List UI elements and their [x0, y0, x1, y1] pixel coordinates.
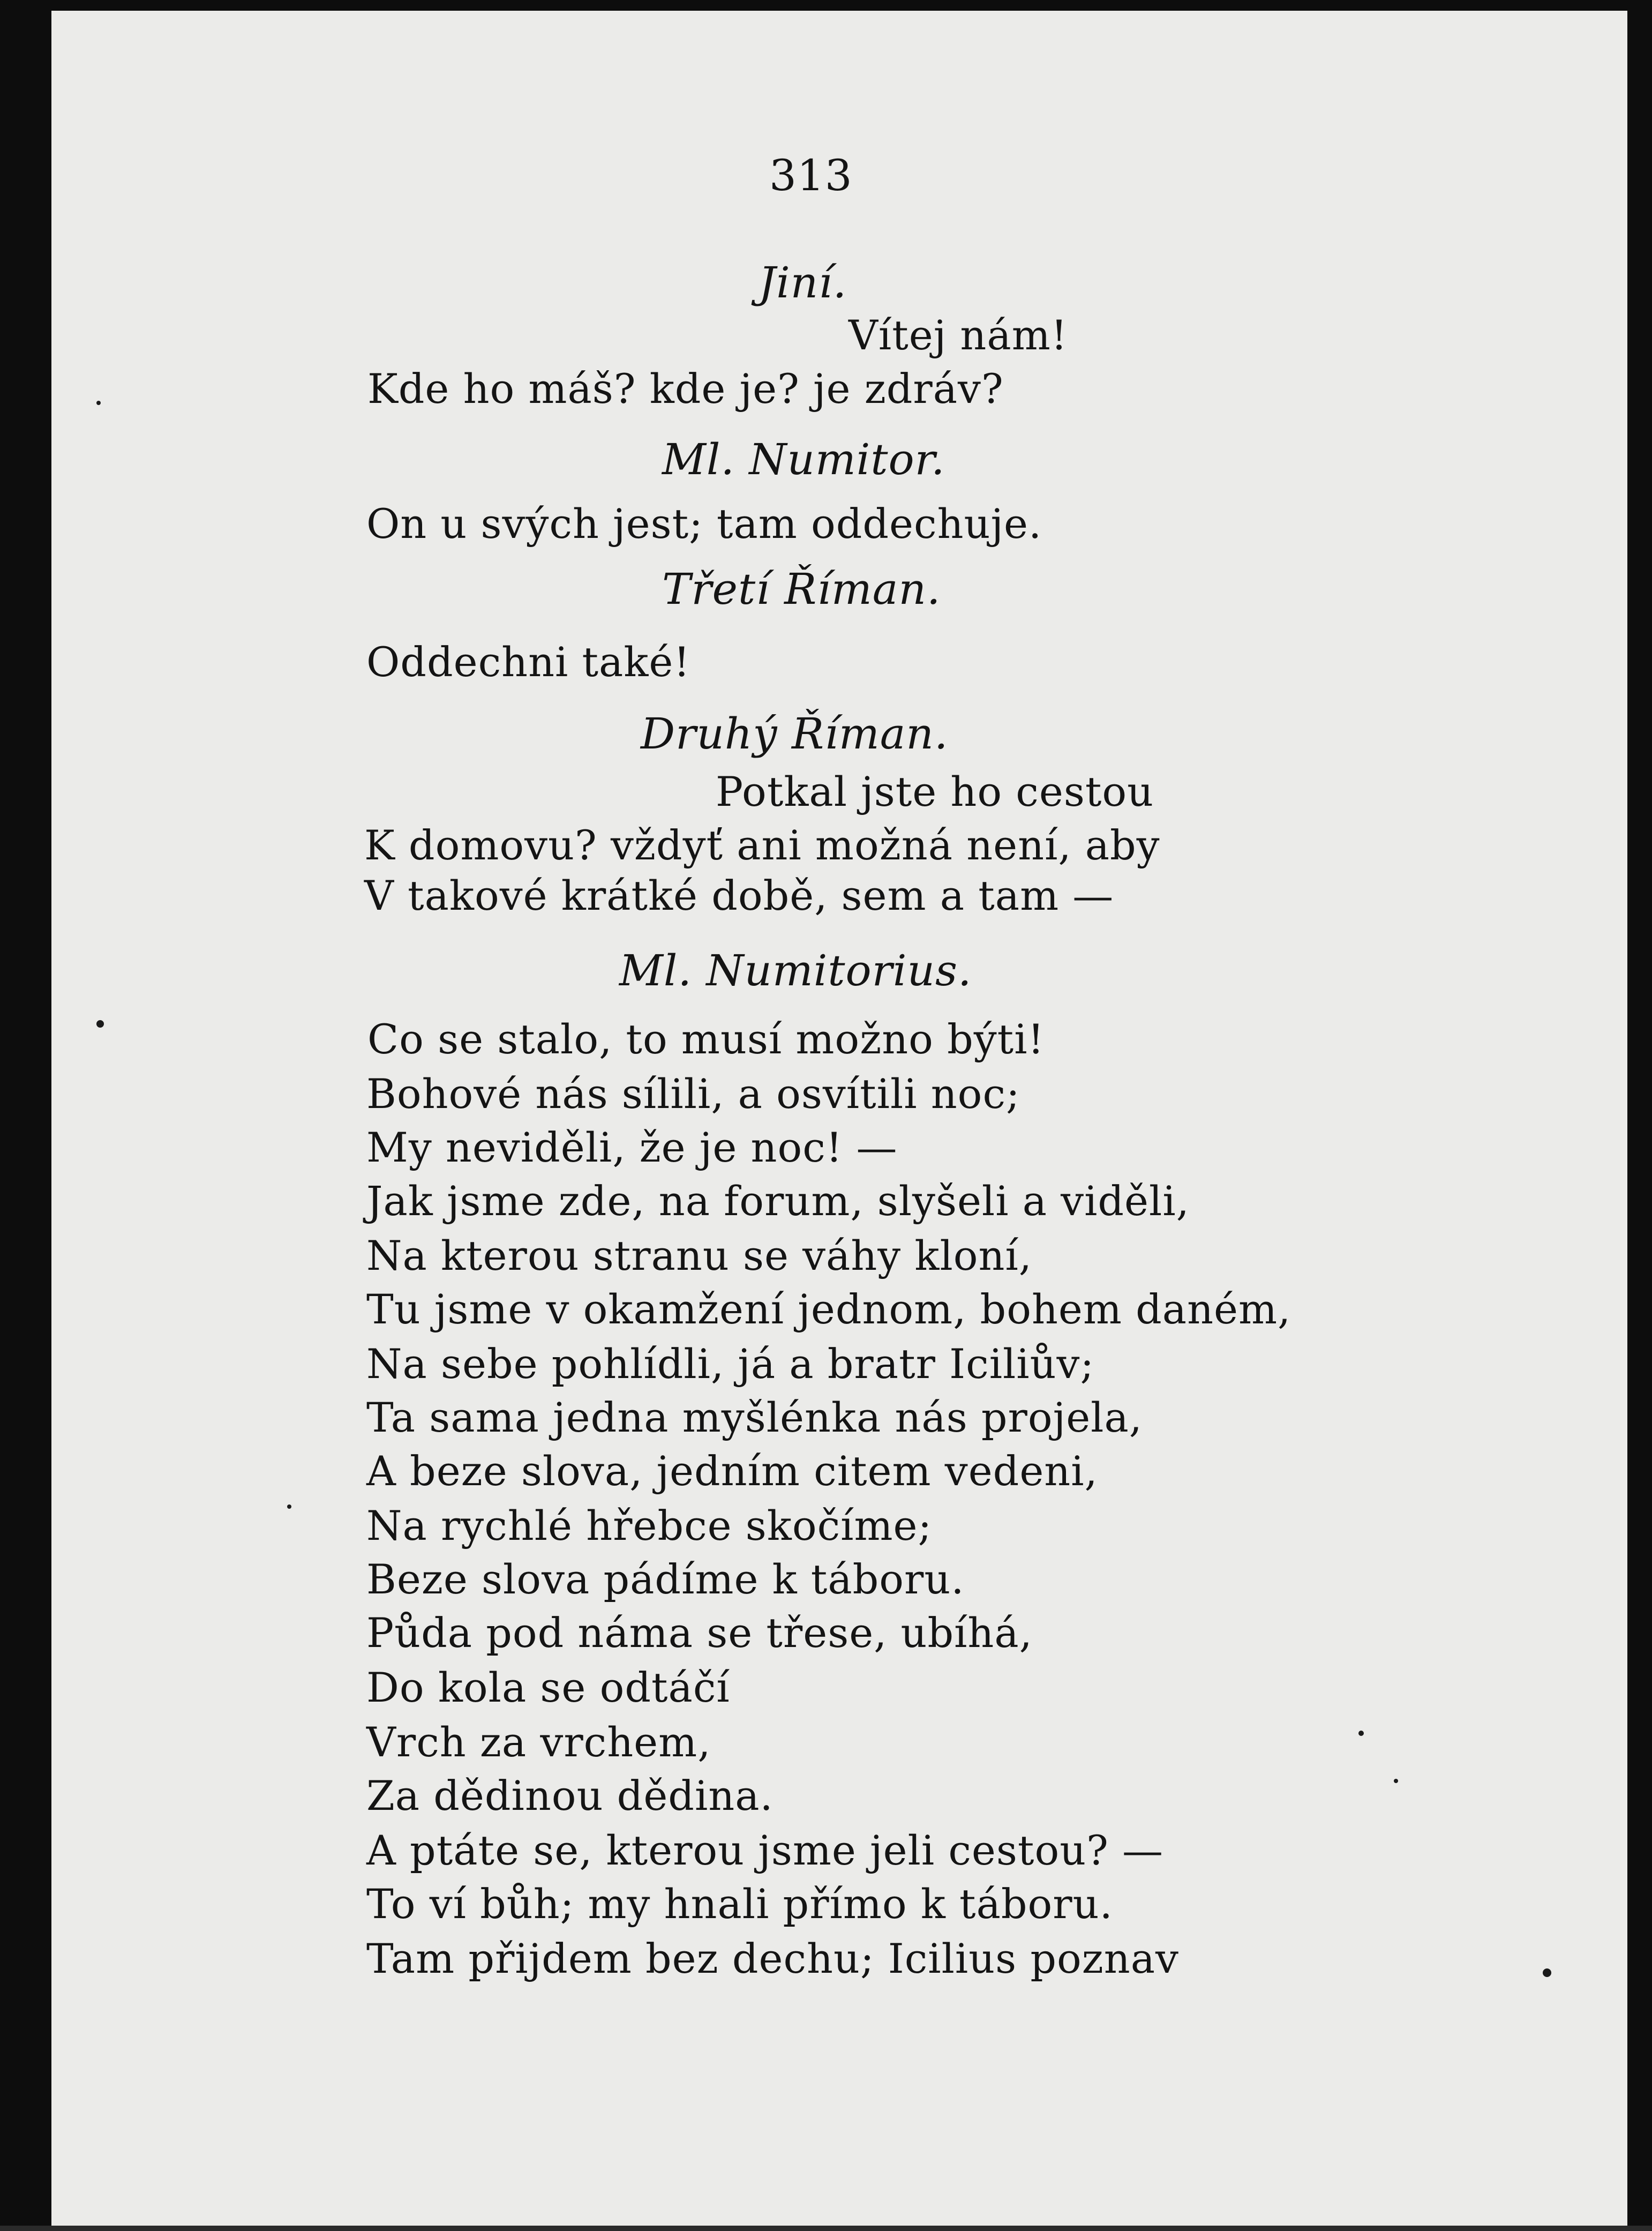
verse-line: Potkal jste ho cestou	[716, 768, 1154, 815]
scan-border-bottom	[0, 2226, 1652, 2231]
verse-line: Vrch za vrchem,	[366, 1718, 711, 1766]
speaker-label: Třetí Říman.	[662, 564, 941, 614]
speaker-label: Ml. Numitorius.	[619, 946, 972, 995]
verse-line: Jak jsme zde, na forum, slyšeli a viděli,	[366, 1177, 1190, 1225]
scan-speck	[287, 1504, 291, 1509]
verse-line: K domovu? vždyť ani možná není, aby	[364, 821, 1160, 869]
verse-line: Tam přijdem bez dechu; Icilius poznav	[366, 1935, 1179, 1982]
verse-line: A beze slova, jedním citem vedeni,	[366, 1447, 1098, 1495]
verse-line: Kde ho máš? kde je? je zdráv?	[367, 365, 1004, 413]
speaker-label: Jiní.	[759, 258, 847, 308]
speaker-label: Druhý Říman.	[641, 709, 949, 759]
verse-line: Oddechni také!	[366, 638, 690, 686]
scan-speck	[96, 401, 101, 405]
scan-border-top	[0, 0, 1652, 11]
verse-line: Na sebe pohlídli, já a bratr Iciliův;	[366, 1340, 1095, 1388]
verse-line: Tu jsme v okamžení jednom, bohem daném,	[366, 1285, 1291, 1333]
verse-line: V takové krátké době, sem a tam —	[364, 872, 1114, 919]
verse-line: My neviděli, že je noc! —	[366, 1124, 898, 1171]
scan-speck	[1358, 1731, 1364, 1736]
page-number: 313	[769, 151, 853, 200]
verse-line: Půda pod náma se třese, ubíhá,	[366, 1609, 1033, 1657]
scan-speck	[1394, 1779, 1398, 1783]
verse-line: Ta sama jedna myšlénka nás projela,	[366, 1394, 1143, 1441]
verse-line: Na rychlé hřebce skočíme;	[366, 1502, 933, 1549]
text-block	[51, 11, 1627, 2226]
verse-line: Za dědinou dědina.	[366, 1772, 774, 1820]
verse-line: To ví bůh; my hnali přímo k táboru.	[366, 1880, 1113, 1928]
verse-line: Beze slova pádíme k táboru.	[366, 1555, 965, 1603]
scan-speck	[96, 1020, 104, 1028]
scan-border-right	[1627, 0, 1652, 2231]
verse-line: Do kola se odtáčí	[366, 1664, 730, 1711]
verse-line: Vítej nám!	[848, 311, 1068, 359]
book-page	[51, 11, 1627, 2226]
scan-speck	[1543, 1968, 1551, 1977]
verse-line: Na kterou stranu se váhy kloní,	[366, 1232, 1032, 1279]
verse-line: A ptáte se, kterou jsme jeli cestou? —	[366, 1826, 1164, 1874]
speaker-label: Ml. Numitor.	[662, 435, 945, 484]
scan-border-left	[0, 0, 51, 2231]
verse-line: On u svých jest; tam oddechuje.	[366, 500, 1042, 548]
verse-line: Co se stalo, to musí možno býti!	[367, 1015, 1045, 1063]
verse-line: Bohové nás sílili, a osvítili noc;	[366, 1070, 1020, 1118]
